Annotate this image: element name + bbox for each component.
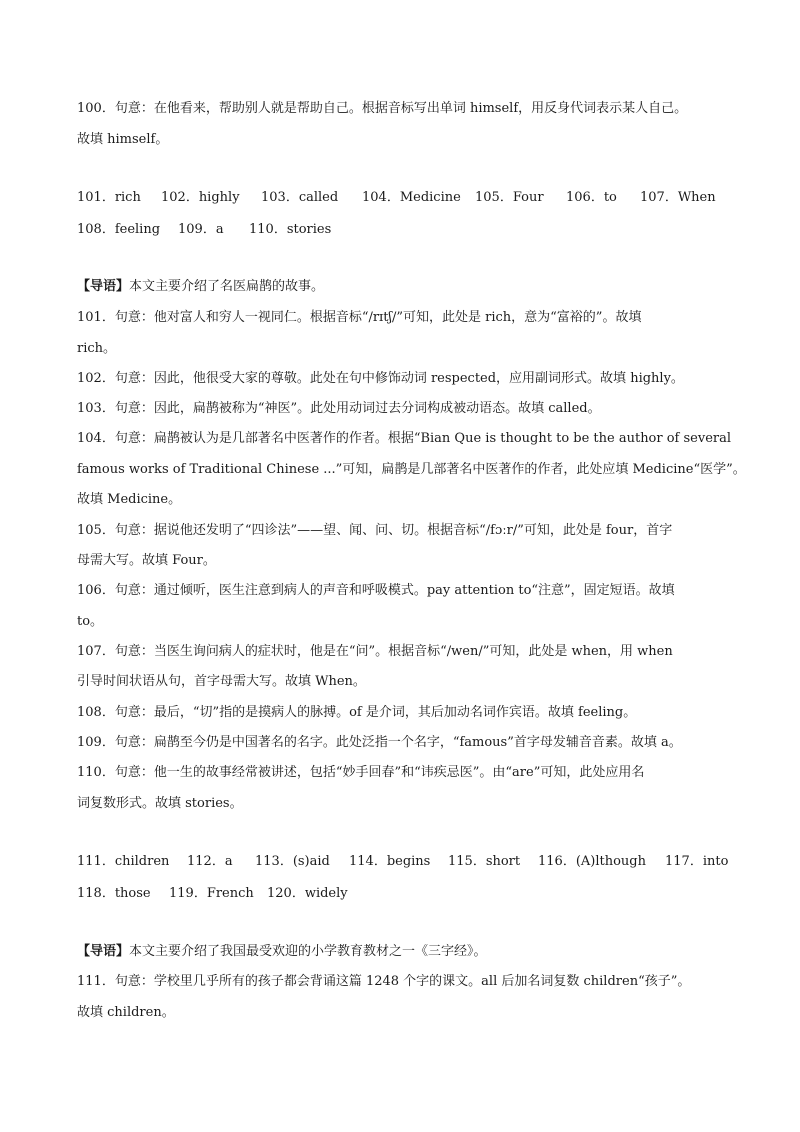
heading-text: 本文主要介绍了名医扁鹊的故事。: [129, 279, 325, 294]
answer-item: 108．feeling: [77, 222, 161, 237]
answer-item: 119．French: [169, 886, 254, 901]
answer-item: 104．Medicine: [362, 190, 461, 205]
answer-item: 115．short: [448, 854, 521, 869]
explanation-line: 111．句意：学校里几乎所有的孩子都会背诵这篇 1248 个字的课文。all 后加名词复数 children“孩子”。: [77, 974, 691, 989]
heading-bracket: 【导语】: [77, 279, 130, 294]
answer-item: 112．a: [187, 854, 233, 869]
explanation-line: famous works of Traditional Chinese ...”可知，扁鹊是几部著名中医著作的作者，此处应填 Medicine“医学”。: [77, 462, 746, 477]
heading-text: 本文主要介绍了我国最受欢迎的小学教育教材之一《三字经》。: [129, 944, 487, 959]
answer-item: 103．called: [261, 190, 339, 205]
explanation-line: 110．句意：他一生的故事经常被讲述，包括“妙手回春”和“讳疾忌医”。由“are”可知，此处应用名: [77, 765, 645, 780]
explanation-line: to。: [77, 614, 104, 629]
explanation-line: 102．句意：因此，他很受大家的尊敬。此处在句中修饰动词 respected，应用副词形式。故填 highly。: [77, 371, 684, 386]
explanation-line: 100．句意：在他看来，帮助别人就是帮助自己。根据音标写出单词 himself，用反身代词表示某人自己。: [77, 101, 688, 116]
answer-item: 117．into: [665, 854, 729, 869]
explanation-line: 母需大写。故填 Four。: [77, 553, 216, 568]
explanation-line: rich。: [77, 341, 117, 356]
answer-item: 105．Four: [475, 190, 544, 205]
explanation-line: 107．句意：当医生询问病人的症状时，他是在“问”。根据音标“/wen/”可知，此处是 when，用 when: [77, 644, 673, 659]
explanation-line: 101．句意：他对富人和穷人一视同仁。根据音标“/rɪtʃ/”可知，此处是 rich，意为“富裕的”。故填: [77, 310, 642, 325]
answer-item: 118．those: [77, 886, 151, 901]
explanation-line: 故填 Medicine。: [77, 492, 182, 507]
explanation-line: 108．句意：最后，“切”指的是摸病人的脉搏。of 是介词，其后加动名词作宾语。故填 feeling。: [77, 705, 637, 720]
answer-item: 102．highly: [161, 190, 240, 205]
answer-item: 116．(A)lthough: [538, 854, 646, 869]
answer-item: 120．widely: [267, 886, 348, 901]
explanation-line: 105．句意：据说他还发明了“四诊法”——望、闻、问、切。根据音标“/fɔːr/”可知，此处是 four，首字: [77, 523, 673, 538]
answer-item: 106．to: [566, 190, 617, 205]
answer-item: 107．When: [640, 190, 716, 205]
section-heading: [77, 942, 740, 962]
explanation-line: 106．句意：通过倾听，医生注意到病人的声音和呼吸模式。pay attention to“注意”，固定短语。故填: [77, 583, 675, 598]
explanation-line: 引导时间状语从句，首字母需大写。故填 When。: [77, 674, 366, 689]
section-heading: [77, 277, 740, 297]
explanation-line: 103．句意：因此，扁鹊被称为“神医”。此处用动词过去分词构成被动语态。故填 called。: [77, 401, 601, 416]
explanation-line: 故填 children。: [77, 1005, 175, 1020]
answer-item: 113．(s)aid: [255, 854, 330, 869]
explanation-line: 109．句意：扁鹊至今仍是中国著名的名字。此处泛指一个名字，“famous”首字母发辅音音素。故填 a。: [77, 735, 682, 750]
answer-item: 101．rich: [77, 190, 141, 205]
answer-item: 114．begins: [349, 854, 431, 869]
explanation-line: 故填 himself。: [77, 132, 169, 147]
answer-item: 110．stories: [249, 222, 332, 237]
heading-bracket: 【导语】: [77, 944, 130, 959]
answer-item: 109．a: [178, 222, 224, 237]
explanation-line: 词复数形式。故填 stories。: [77, 796, 243, 811]
answer-item: 111．children: [77, 854, 170, 869]
explanation-line: 104．句意：扁鹊被认为是几部著名中医著作的作者。根据“Bian Que is thought to be the author of several: [77, 431, 732, 446]
